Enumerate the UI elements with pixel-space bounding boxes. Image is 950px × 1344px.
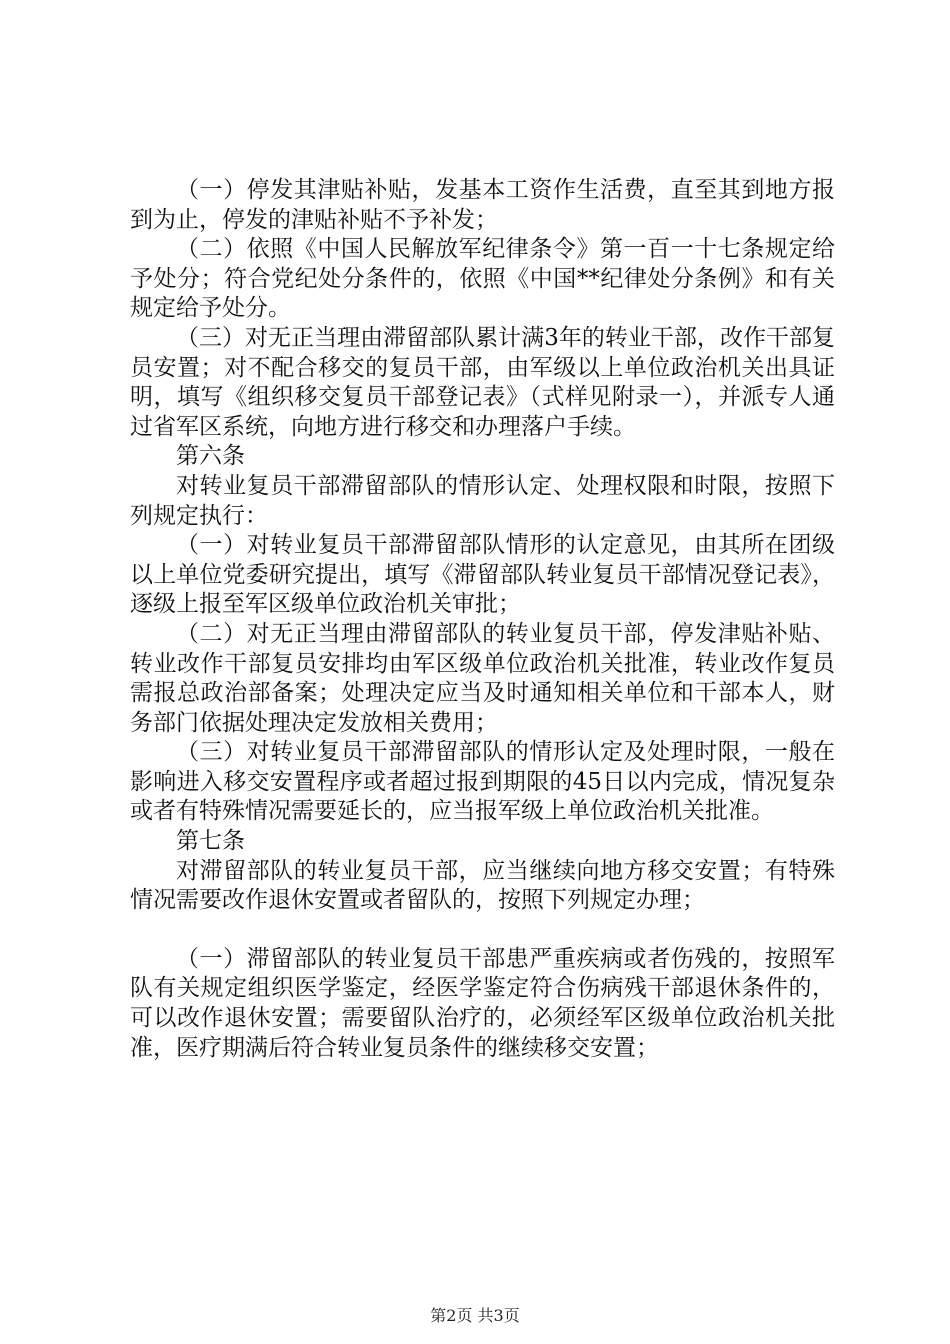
page-number-footer: 第2页 共3页 [430, 1306, 520, 1325]
document-body [130, 176, 835, 1063]
article-7-intro: 对滞留部队的转业复员干部，应当继续向地方移交安置；有特殊情况需要改作退休安置或者留队的，按照下列规定办理； [130, 857, 835, 914]
article-7-heading: 第七条 [176, 828, 245, 855]
article-6-heading: 第六条 [176, 443, 245, 470]
article-7-item-1: （一）滞留部队的转业复员干部患严重疾病或者伤残的，按照军队有关规定组织医学鉴定，经医学鉴定符合伤病残干部退休条件的，可以改作退休安置；需要留队治疗的，必须经军区级单位政治机关批准，医疗期满后符合转业复员条件的继续移交安置； [130, 945, 835, 1061]
paragraph-item-2: （二）依照《中国人民解放军纪律条令》第一百一十七条规定给予处分；符合党纪处分条件的，依照《中国**纪律处分条例》和有关规定给予处分。 [130, 236, 835, 322]
paragraph-spacer [130, 916, 835, 945]
article-6-item-1: （一）对转业复员干部滞留部队情形的认定意见，由其所在团级以上单位党委研究提出，填写《滞留部队转业复员干部情况登记表》，逐级上报至军区级单位政治机关审批； [130, 532, 835, 618]
article-6-item-3: （三）对转业复员干部滞留部队的情形认定及处理时限，一般在影响进入移交安置程序或者超过报到期限的45日以内完成，情况复杂或者有特殊情况需要延长的，应当报军级上单位政治机关批准。 [130, 739, 835, 825]
article-6-item-2: （二）对无正当理由滞留部队的转业复员干部，停发津贴补贴、转业改作干部复员安排均由军区级单位政治机关批准，转业改作复员需报总政治部备案；处理决定应当及时通知相关单位和干部本人，财务部门依据处理决定发放相关费用； [130, 620, 835, 736]
paragraph-item-3: （三）对无正当理由滞留部队累计满3年的转业干部，改作干部复员安置；对不配合移交的复员干部，由军级以上单位政治机关出具证明，填写《组织移交复员干部登记表》（式样见附录一），并派专人通过省军区系统，向地方进行移交和办理落户手续。 [130, 324, 835, 440]
article-6-intro: 对转业复员干部滞留部队的情形认定、处理权限和时限，按照下列规定执行： [130, 472, 835, 529]
paragraph-item-1: （一）停发其津贴补贴，发基本工资作生活费，直至其到地方报到为止，停发的津贴补贴不予补发； [130, 177, 835, 233]
